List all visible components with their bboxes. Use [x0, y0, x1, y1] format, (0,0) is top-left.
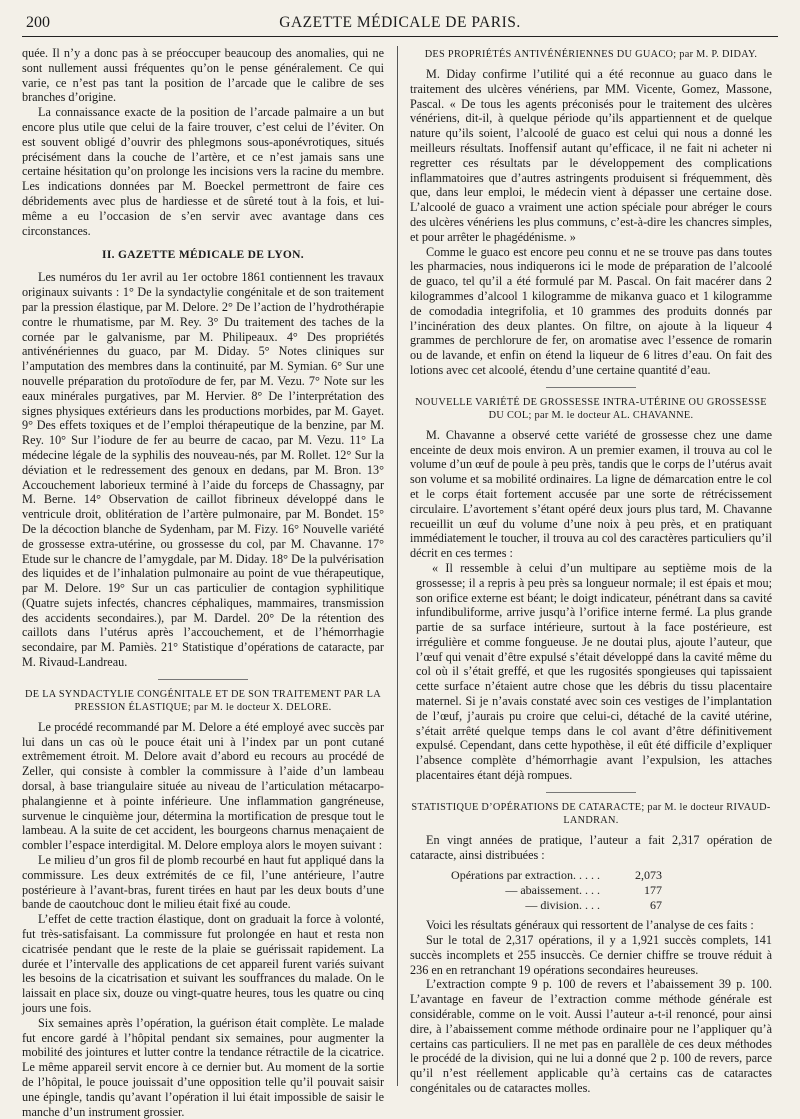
divider: [158, 679, 248, 680]
divider: [546, 387, 636, 388]
page-header: [22, 10, 778, 37]
article-heading: DE LA SYNDACTYLIE CONGÉNITALE ET DE SON TRAITEMENT PAR LA PRESSION ÉLASTIQUE; par M. le docteur X. DELORE.: [25, 688, 381, 713]
section-heading: II. GAZETTE MÉDICALE DE LYON.: [102, 249, 304, 262]
stat-value: 177: [644, 883, 662, 898]
stat-value: 2,073: [635, 868, 662, 883]
table-row: [410, 898, 772, 913]
divider: [546, 792, 636, 793]
column-divider: [397, 46, 398, 1086]
paragraph: quée. Il n’y a donc pas à se préoccuper beaucoup des anomalies, qui ne sont nullement aussi fréquentes qu’on le pense généralement. Ce qui varie, ce n’est pas tant la position de l’arcade que le calibre de ses branches d’origine.: [22, 46, 384, 105]
paragraph: Sur le total de 2,317 opérations, il y a 1,921 succès complets, 141 succès incomplets et 255 insuccès. Ce dernier chiffre se trouve réduit à 236 en en retranchant 19 opérations secondaires heureuses.: [410, 933, 772, 977]
right-column: [410, 46, 772, 1096]
paragraph: Voici les résultats généraux qui ressortent de l’analyse de ces faits :: [426, 918, 754, 933]
stat-label: Opérations par extraction. . . . .: [451, 868, 600, 883]
stat-label: — division. . . .: [525, 897, 600, 912]
paragraph: L’extraction compte 9 p. 100 de revers et l’abaissement 39 p. 100. L’avantage en faveur de l’extraction comme méthode générale est considérable, comme on le voit. Aussi l’auteur a-t-il renoncé, pour ainsi dire, à l’abaissement comme méthode ordinaire pour ne l’appliquer qu’à certains cas particuliers. Il ne met pas en parallèle de ces deux méthodes le procédé de la division, qui ne lui a donné que 2 p. 100 de revers, parce qu’il n’est réellement applicable qu’à certains cas de cataractes congénitales ou de cataractes molles.: [410, 977, 772, 1095]
stat-label: — abaissement. . . .: [505, 883, 600, 898]
paragraph: Le milieu d’un gros fil de plomb recourbé en haut fut appliqué dans la commissure. Les deux extrémités de ce fil, l’une antérieure, l’autre postérieure à l’avant-bras, furent tirées en haut par les deux bouts d’une bande de caoutchouc dont le milieu était fixé au coude.: [22, 853, 384, 912]
paragraph: Les numéros du 1er avril au 1er octobre 1861 contiennent les travaux originaux suivants : 1° De la syndactylie congénitale et de son traitement par la pression élastique, par M. Delore. 2° De l’action de l’hydrothérapie contre le rhumatisme, par M. Rey. 3° Du traitement des taches de la cornée par le galvanisme, par M. Philipeaux. 4° Des propriétés antivénériennes du guaco, par M. Diday. 5° Notes cliniques sur l’amputation des membres dans la continuité, par M. Symian. 6° Sur une nouvelle préparation du protoïodure de fer, par M. Vezu. 7° Note sur les eaux minérales purgatives, par M. Hervier. 8° De l’interprétation des signes physiques extérieurs dans les productions morbides, par M. Gayet. 9° Des effets toxiques et de l’emploi thérapeutique de la benzine, par M. Rey. 10° Sur l’iodure de fer au beurre de cacao, par M. Vezu. 11° La médecine légale de la syphilis des nouveau-nés, par M. Rollet. 12° Sur la déviation et le redressement des genoux en dedans, par M. Bron. 13° Accouchement laborieux terminé à l’aide du forceps de Chassagny, par M. Berne. 14° Observation de caillot fibrineux développé dans le ventricule droit, oblitération de l’artère pulmonaire, par M. Bondet. 15° De la décoction blanche de Sydenham, par M. Fizy. 16° Nouvelle variété de grossesse extra-utérine, ou grossesse du col, par M. Chavanne. 17° Etude sur le chancre de l’amygdale, par M. Diday. 18° De la pulvérisation des liquides et de l’inhalation pulmonaire au point de vue thérapeutique, par M. Delore. 19° Sur un cas particulier de contagion syphilitique (Quatre sujets infectés, chancres céphaliques, mammaires, transmission des accidents secondaires.), par M. Dardel. 20° De la rétention des caillots dans l’utérus après l’accouchement, et de l’hémorrhagie secondaire, par M. Pamiès. 21° Statistique d’opérations de cataracte, par M. Rivaud-Landreau.: [22, 270, 384, 670]
article-heading: DES PROPRIÉTÉS ANTIVÉNÉRIENNES DU GUACO; par M. P. DIDAY.: [424, 49, 758, 60]
paragraph: En vingt années de pratique, l’auteur a fait 2,317 opération de cataracte, ainsi distribuées :: [410, 832, 772, 862]
page-number: 200: [26, 14, 50, 31]
table-row: [410, 868, 772, 883]
left-column: [22, 46, 384, 1119]
paragraph: M. Diday confirme l’utilité qui a été reconnue au guaco dans le traitement des ulcères vénériens, par MM. Vicente, Gomez, Massone, Pascal. « De tous les agents préconisés pour le traitement des ulcères vénériens, dit-il, à quelque période qu’ils appartiennent et de quelque nature qu’ils soient, l’alcoolé de guaco est celui qui nous a donné les meilleurs résultats. Inoffensif autant qu’efficace, il ne fait ni acheter ni regretter ces résultats par le développement des complications inflammatoires que d’autres astringents produisent si fréquemment, dès que, dans leur emploi, le médecin vient à dépasser une certaine dose. L’alcoolé de guaco a vraiment une action spéciale pour abréger le cours des ulcères vénériens les plus communs, c’est-à-dire les chancres simples, et pour arrêter le phagédénisme. »: [410, 67, 772, 244]
paragraph: Six semaines après l’opération, la guérison était complète. Le malade fut encore gardé à l’hôpital pendant six semaines, pour augmenter la mobilité des jointures et lutter contre la tendance rétractile de la cicatrice. Le même appareil servit encore à ce dernier but. Au moment de la sortie de l’hôpital, le pouce jouissait d’une opposition telle qu’il pouvait saisir une épingle, tandis qu’avant l’opération il lui était impossible de saisir le manche d’un instrument grossier.: [22, 1015, 384, 1119]
article-heading: NOUVELLE VARIÉTÉ DE GROSSESSE INTRA-UTÉRINE OU GROSSESSE DU COL; par M. le docteur AL. CHAVANNE.: [415, 396, 767, 421]
paragraph: Comme le guaco est encore peu connu et ne se trouve pas dans toutes les pharmacies, nous indiquerons ici le mode de préparation de l’alcoolé de guaco, tel qu’il a été formulé par M. Pascal. On fait macérer dans 2 kilogrammes d’alcool 1 kilogramme de mikanva guaco et 1 kilogramme de comodadia integrifolia, et 10 grammes des produits donnés par l’incinération des deux plantes. On filtre, on ajoute à la liqueur 4 grammes de perchlorure de fer, on aromatise avec l’essence de romarin ou de lavande, et enfin on étend la liqueur de 6 litres d’eau. On fait des lotions avec cet alcoolé, étendu d’une certaine quantité d’eau.: [410, 244, 772, 377]
paragraph: Le procédé recommandé par M. Delore a été employé avec succès par lui dans un cas où le pouce était uni à l’index par un pont cutané extrêmement étroit. M. Delore avait d’abord eu recours au procédé de Zeller, qui consiste à combler la commissure à l’aide d’un lambeau dorsal, à base triangulaire située au niveau de l’articulation métacarpo-phalangienne et à pointe inférieure. Une inflammation gangréneuse, survenue le cinquième jour, détermina la mortification de presque tout le lambeau. A la suite de cet accident, les bourgeons charnus menaçaient de combler l’espace interdigital. M. Delore employa alors le moyen suivant :: [22, 719, 384, 853]
paragraph: M. Chavanne a observé cette variété de grossesse chez une dame enceinte de deux mois environ. A un premier examen, il trouva au col le volume d’un œuf de poule à peu près, tandis que le corps de l’utérus avait son volume et sa mobilité ordinaires. La ligne de démarcation entre le col et le corps était fortement accusée par une sorte de rétrécissement circulaire. L’avortement s’étant opéré deux jours plus tard, M. Chavanne recueillit un œuf du volume d’une noix à peu près, et en pratiquant immédiatement le toucher, il trouva au col des caractères particuliers qu’il décrit en ces termes :: [410, 427, 772, 561]
paragraph: L’effet de cette traction élastique, dont on graduait la force à volonté, fut très-satisfaisant. La commissure fut prolongée en haut et resta non cicatrisée pendant que le reste de la plaie se guérissait rapidement. La durée et l’intervalle des applications de cet appareil furent variés suivant les besoins de la cicatrisation et suivant les souffrances du malade. On le laissait en place six, douze ou vingt-quatre heures, tous les quatre ou cinq jours une fois.: [22, 912, 384, 1016]
paragraph: La connaissance exacte de la position de l’arcade palmaire a un but encore plus utile que celui de la faire trouver, c’est celui de l’éviter. On est souvent obligé d’ouvrir des phlegmons sous-aponévrotiques, situés précisément dans la couche de l’artère, et ce n’est jamais sans une certaine hésitation qu’on prolonge les incisions vers la racine du membre. Les indications données par M. Boeckel permettront de faire ces débridements avec plus de hardiesse et de sûreté tout à la fois, et lui-même a eu l’occasion de s’en servir avec avantage dans ces circonstances.: [22, 105, 384, 238]
journal-title: GAZETTE MÉDICALE DE PARIS.: [279, 14, 521, 31]
stat-value: 67: [650, 897, 662, 912]
quoted-paragraph: « Il ressemble à celui d’un multipare au septième mois de la grossesse; il a repris à peu près sa longueur normale; il est épais et mou; son orifice externe est béant; le doigt indicateur, pénétrant dans sa cavité infundibuliforme, arrive jusqu’à l’orifice interne fermé. La plus grande partie de sa surface intérieure, surtout à la face postérieure, est irrégulière et comme fongueuse. Je ne doutai plus, ajoute l’auteur, que l’œuf qui venait d’être expulsé s’était développé dans la cavité même du col où il s’était greffé, et que les rugosités spongieuses qui tapissaient cette surface n’étaient autre chose que les débris du tissu placentaire maternel. Si je n’avais constaté avec soin ces vestiges de l’implantation de l’œuf, j’aurais pu croire que celui-ci, détaché de la cavité utérine, s’était arrêté quelque temps dans le col avant d’être définitivement expulsé. Cependant, dans cette hypothèse, il eût été difficile d’expliquer l’absence complète d’hémorrhagie avant l’expulsion, les attaches placentaires étant déjà rompues.: [416, 560, 772, 783]
table-row: [410, 883, 772, 898]
article-heading: STATISTIQUE D’OPÉRATIONS DE CATARACTE; par M. le docteur RIVAUD-LANDRAN.: [411, 801, 771, 826]
statistics-table: [410, 868, 772, 912]
